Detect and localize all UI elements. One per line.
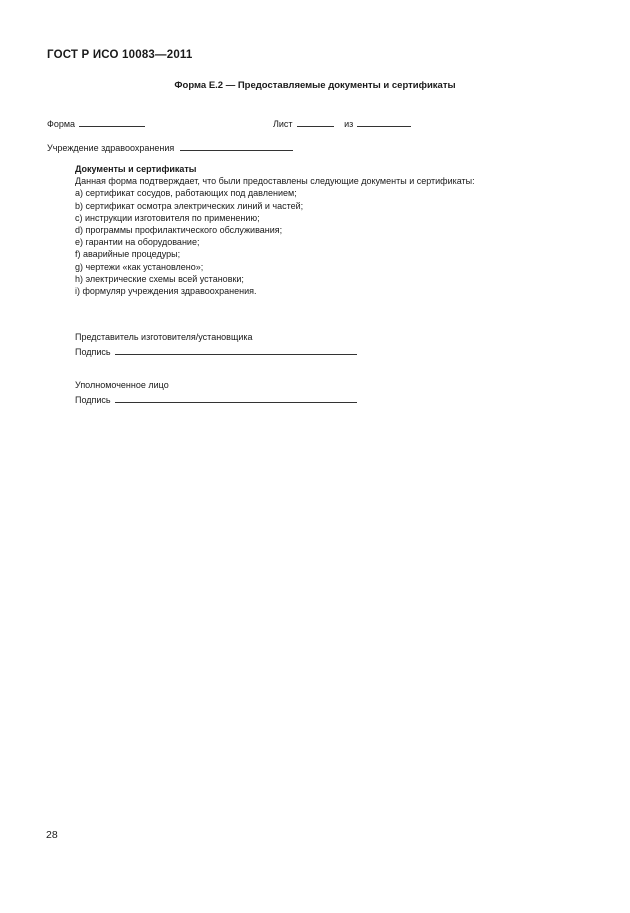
sheet-blank [297,117,334,127]
institution-blank [180,141,293,151]
signature-label: Подпись [75,347,111,357]
representative-label: Представитель изготовителя/установщика [75,332,253,342]
form-field [47,117,145,129]
documents-section [75,163,475,297]
institution-field [47,141,293,153]
form-title: Форма Е.2 — Предоставляемые документы и сертификаты [174,80,456,91]
list-item: c) инструкции изготовителя по применению; [75,212,260,223]
sheet-label: Лист [273,119,293,129]
list-item: g) чертежи «как установлено»; [75,261,204,272]
list-item: а) сертификат сосудов, работающих под давлением; [75,188,297,199]
signature-blank [115,393,357,403]
list-item: e) гарантии на оборудование; [75,237,200,248]
list-item: d) программы профилактического обслуживания; [75,225,283,236]
of-label: из [344,119,354,129]
page-number: 28 [46,829,58,841]
authorized-signature [75,393,357,405]
signature-blank [115,345,357,355]
authorized-label: Уполномоченное лицо [75,380,169,390]
list-item: h) электрические схемы всей установки; [75,273,244,284]
representative-signature [75,345,357,357]
institution-label: Учреждение здравоохранения [47,143,175,153]
documents-heading: Документы и сертификаты [75,164,197,174]
list-item: i) формуляр учреждения здравоохранения. [75,286,257,297]
form-blank [79,117,145,127]
documents-intro: Данная форма подтверждает, что были предоставлены следующие документы и сертификаты: [75,176,475,187]
sheet-field [273,117,411,129]
list-item: f) аварийные процедуры; [75,249,181,260]
list-item: b) сертификат осмотра электрических линий и частей; [75,200,304,211]
of-blank [357,117,411,127]
form-label: Форма [47,119,76,129]
signature-label: Подпись [75,395,111,405]
document-header: ГОСТ Р ИСО 10083—2011 [47,49,193,61]
